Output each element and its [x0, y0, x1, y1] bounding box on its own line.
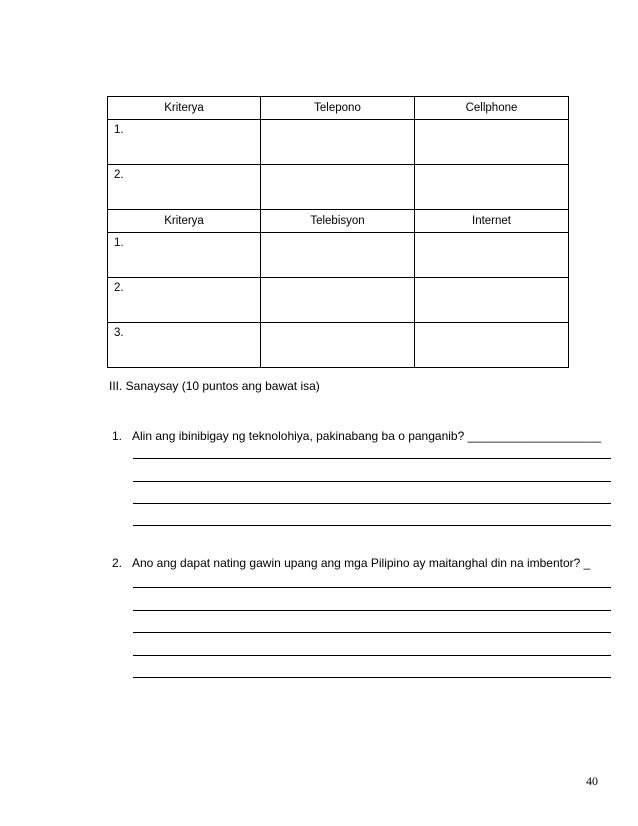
- table-row: [108, 323, 569, 368]
- answer-cell[interactable]: [415, 120, 569, 165]
- table-header-row: [108, 97, 569, 120]
- header-cellphone: Cellphone: [415, 97, 569, 120]
- table-row: [108, 278, 569, 323]
- answer-line[interactable]: [133, 481, 611, 482]
- section-title: III. Sanaysay (10 puntos ang bawat isa): [109, 379, 320, 393]
- answer-cell[interactable]: [415, 278, 569, 323]
- header-kriterya: Kriterya: [108, 210, 261, 233]
- table-row: [108, 120, 569, 165]
- answer-cell[interactable]: [415, 165, 569, 210]
- row-label: 1.: [108, 120, 261, 165]
- question-2: [112, 556, 616, 570]
- header-telepono: Telepono: [261, 97, 415, 120]
- answer-line[interactable]: [133, 610, 611, 611]
- answer-line[interactable]: [133, 655, 611, 656]
- answer-cell[interactable]: [415, 323, 569, 368]
- question-number: 1.: [112, 429, 123, 443]
- answer-cell[interactable]: [261, 278, 415, 323]
- table-header-row: [108, 210, 569, 233]
- answer-cell[interactable]: [261, 120, 415, 165]
- answer-cell[interactable]: [261, 233, 415, 278]
- row-label: 2.: [108, 165, 261, 210]
- answer-cell[interactable]: [261, 165, 415, 210]
- answer-line[interactable]: [133, 677, 611, 678]
- row-label: 3.: [108, 323, 261, 368]
- answer-line[interactable]: [133, 503, 611, 504]
- table-row: [108, 233, 569, 278]
- row-label: 2.: [108, 278, 261, 323]
- header-kriterya: Kriterya: [108, 97, 261, 120]
- question-text: Ano ang dapat nating gawin upang ang mga Pilipino ay maitanghal din na imbentor? _: [132, 556, 591, 570]
- header-telebisyon: Telebisyon: [261, 210, 415, 233]
- table-row: [108, 165, 569, 210]
- question-number: 2.: [112, 556, 123, 570]
- page-number: 40: [586, 774, 598, 788]
- criteria-table: [107, 96, 569, 368]
- question-text: Alin ang ibinibigay ng teknolohiya, pakinabang ba o panganib? ____________________: [132, 429, 602, 443]
- answer-line[interactable]: [133, 587, 611, 588]
- question-1: [112, 429, 616, 443]
- answer-line[interactable]: [133, 458, 611, 459]
- row-label: 1.: [108, 233, 261, 278]
- answer-cell[interactable]: [415, 233, 569, 278]
- answer-line[interactable]: [133, 632, 611, 633]
- answer-line[interactable]: [133, 525, 611, 526]
- header-internet: Internet: [415, 210, 569, 233]
- answer-cell[interactable]: [261, 323, 415, 368]
